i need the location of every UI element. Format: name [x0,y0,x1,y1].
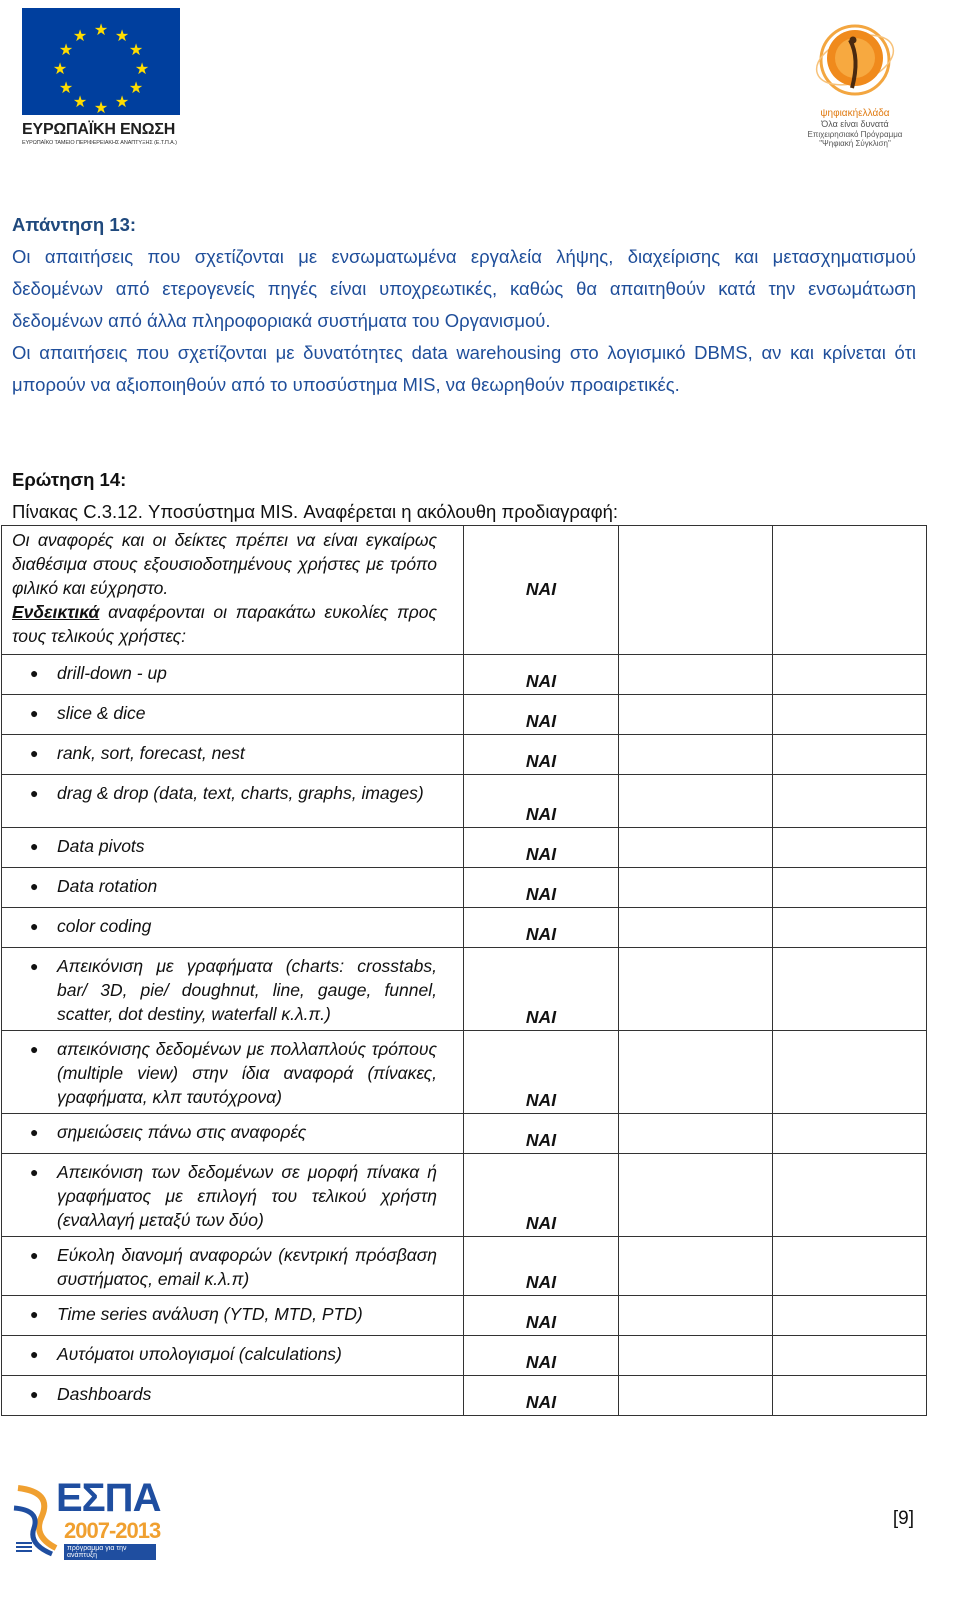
table-empty-cell [619,948,773,1031]
table-row [2,948,927,1031]
table-empty-cell [773,695,927,735]
list-item-text: drag & drop (data, text, charts, graphs, images) [57,783,424,803]
table-row [2,775,927,828]
list-item [2,655,463,689]
table-answer-cell: ΝΑΙ [464,1237,619,1296]
table-empty-cell [619,1296,773,1336]
table-answer-cell: ΝΑΙ [464,908,619,948]
list-item-text: rank, sort, forecast, nest [57,743,245,763]
table-empty-cell [619,695,773,735]
question-14-section [12,464,916,528]
table-row [2,1031,927,1114]
table-item-cell [2,1376,464,1416]
table-description-text: Οι αναφορές και οι δείκτες πρέπει να είναι εγκαίρως διαθέσιμα στους εξουσιοδοτημένους χρήστες με τρόπο φιλικό και εύχρηστο. [12,530,437,598]
table-empty-cell [619,1154,773,1237]
table-empty-cell [619,1376,773,1416]
table-empty-cell [619,828,773,868]
table-empty-cell [619,868,773,908]
list-item-text: drill-down - up [57,663,167,683]
list-item [2,695,463,729]
table-item-cell [2,1031,464,1114]
digital-greece-logo [790,18,920,148]
table-item-cell [2,868,464,908]
table-empty-cell [619,526,773,655]
table-empty-cell [619,735,773,775]
table-row [2,1376,927,1416]
bullet-icon: ● [30,878,39,894]
bullet-icon: ● [30,705,39,721]
table-empty-cell [619,1237,773,1296]
table-answer-cell: ΝΑΙ [464,775,619,828]
table-empty-cell [773,526,927,655]
table-empty-cell [773,1376,927,1416]
table-row [2,655,927,695]
list-item [2,1154,463,1236]
table-description-text-2: αναφέρονται οι παρακάτω ευκολίες προς τους τελικούς χρήστες: [12,602,437,646]
list-item-text: Απεικόνιση με γραφήματα (charts: crosstabs, bar/ 3D, pie/ doughnut, line, gauge, funnel, scatter, dot destiny, waterfall κ.λ.π.) [57,956,437,1024]
list-item [2,1237,463,1295]
list-item-text: Time series ανάλυση (YTD, MTD, PTD) [57,1304,363,1324]
digital-greece-program-line-2: "Ψηφιακή Σύγκλιση" [819,139,891,148]
question-14-intro: Πίνακας C.3.12. Υποσύστημα MIS. Αναφέρεται η ακόλουθη προδιαγραφή: [12,501,619,522]
table-row [2,1237,927,1296]
digital-greece-emblem-icon [810,18,900,108]
list-item-text: σημειώσεις πάνω στις αναφορές [57,1122,307,1142]
table-item-cell [2,775,464,828]
answer-13-title: Απάντηση 13: [12,214,137,235]
table-answer-cell: ΝΑΙ [464,1296,619,1336]
table-description-cell [2,526,464,655]
table-empty-cell [773,948,927,1031]
table-empty-cell [619,1114,773,1154]
table-answer-cell: ΝΑΙ [464,948,619,1031]
question-14-title: Ερώτηση 14: [12,469,127,490]
table-empty-cell [773,828,927,868]
table-item-cell [2,1336,464,1376]
bullet-icon: ● [30,1041,39,1057]
table-item-cell [2,1114,464,1154]
table-answer-cell: ΝΑΙ [464,526,619,655]
table-answer-cell: ΝΑΙ [464,1336,619,1376]
answer-13-paragraph-1: Οι απαιτήσεις που σχετίζονται με ενσωματωμένα εργαλεία λήψης, διαχείρισης και μετασχηματισμού δεδομένων από ετερογενείς πηγές είναι υποχρεωτικές, καθώς θα απαιτηθούν κατά την ενσωμάτωση δεδομένων από άλλα πληροφοριακά συστήματα του Οργανισμού. [12,246,916,331]
digital-greece-program-line-1: Επιχειρησιακό Πρόγραμμα [807,130,903,139]
list-item [2,948,463,1030]
table-answer-cell: ΝΑΙ [464,828,619,868]
espa-swirl-icon [12,1478,60,1558]
table-item-cell [2,735,464,775]
bullet-icon: ● [30,1247,39,1263]
table-row [2,1296,927,1336]
table-row [2,1114,927,1154]
table-empty-cell [773,1336,927,1376]
list-item-text: Εύκολη διανομή αναφορών (κεντρική πρόσβαση συστήματος, email κ.λ.π) [57,1245,437,1289]
table-description-underlined: Ενδεικτικά [12,602,100,622]
table-item-cell [2,1237,464,1296]
table-empty-cell [619,655,773,695]
espa-years: 2007-2013 [64,1518,161,1543]
table-answer-cell: ΝΑΙ [464,1154,619,1237]
bullet-icon: ● [30,1124,39,1140]
table-answer-cell: ΝΑΙ [464,695,619,735]
bullet-icon: ● [30,1164,39,1180]
table-answer-cell: ΝΑΙ [464,1114,619,1154]
table-row [2,1336,927,1376]
table-item-cell [2,1154,464,1237]
bullet-icon: ● [30,918,39,934]
list-item-text: Αυτόματοι υπολογισμοί (calculations) [57,1344,342,1364]
table-answer-cell: ΝΑΙ [464,655,619,695]
eu-logo [22,8,182,146]
table-empty-cell [773,775,927,828]
table-empty-cell [773,655,927,695]
table-item-cell [2,948,464,1031]
list-item [2,1376,463,1410]
table-empty-cell [773,1296,927,1336]
espa-slogan: πρόγραμμα για την ανάπτυξη [64,1544,156,1560]
table-row [2,695,927,735]
table-answer-cell: ΝΑΙ [464,868,619,908]
list-item-text: Data pivots [57,836,145,856]
bullet-icon: ● [30,1306,39,1322]
table-empty-cell [619,908,773,948]
list-item [2,908,463,942]
answer-13-section [12,209,916,401]
espa-name: ΕΣΠΑ [56,1476,161,1520]
answer-13-paragraph-2: Οι απαιτήσεις που σχετίζονται με δυνατότητες data warehousing στο λογισμικό DBMS, αν και κρίνεται ότι μπορούν να αξιοποιηθούν από το υποσύστημα MIS, να θεωρηθούν προαιρετικές. [12,342,916,395]
table-row [2,828,927,868]
table-empty-cell [619,775,773,828]
list-item [2,1031,463,1113]
table-row [2,868,927,908]
list-item [2,868,463,902]
table-item-cell [2,655,464,695]
page-number: [9] [892,1508,914,1529]
eu-subtitle: ΕΥΡΩΠΑΪΚΟ ΤΑΜΕΙΟ ΠΕΡΙΦΕΡΕΙΑΚΗΣ ΑΝΑΠΤΥΞΗΣ (Ε.Τ.Π.Α.) [22,140,177,146]
table-empty-cell [773,1237,927,1296]
table-answer-cell: ΝΑΙ [464,735,619,775]
bullet-icon: ● [30,665,39,681]
list-item-text: Data rotation [57,876,158,896]
list-item-text: color coding [57,916,152,936]
list-item-text: απεικόνισης δεδομένων με πολλαπλούς τρόπους (multiple view) στην ίδια αναφορά (πίνακες, γραφήματα, κλπ ταυτόχρονα) [57,1039,437,1107]
list-item [2,1296,463,1330]
list-item [2,735,463,769]
bullet-icon: ● [30,1386,39,1402]
digital-greece-brand: ψηφιακήελλάδα [820,108,890,119]
bullet-icon: ● [30,745,39,761]
eu-name: ΕΥΡΩΠΑΪΚΗ ΕΝΩΣΗ [22,121,176,138]
table-item-cell [2,695,464,735]
list-item-text: slice & dice [57,703,146,723]
list-item [2,1336,463,1370]
table-empty-cell [773,1031,927,1114]
spec-table [1,525,927,1416]
eu-flag-icon: ★ ★ ★ ★ ★ ★ ★ ★ ★ ★ ★ ★ [22,8,180,115]
table-empty-cell [773,1114,927,1154]
list-item [2,775,463,809]
table-empty-cell [619,1336,773,1376]
table-empty-cell [773,908,927,948]
digital-greece-slogan: Όλα είναι δυνατά [821,119,889,129]
table-description [2,526,463,654]
list-item-text: Απεικόνιση των δεδομένων σε μορφή πίνακα ή γραφήματος με επιλογή του τελικού χρήστη (εναλλαγή μεταξύ των δύο) [57,1162,437,1230]
bullet-icon: ● [30,958,39,974]
table-empty-cell [773,868,927,908]
table-answer-cell: ΝΑΙ [464,1376,619,1416]
table-row [2,908,927,948]
bullet-icon: ● [30,785,39,801]
table-row [2,526,927,655]
list-item [2,828,463,862]
table-row [2,1154,927,1237]
espa-logo [12,1478,162,1560]
table-empty-cell [619,1031,773,1114]
table-item-cell [2,828,464,868]
table-answer-cell: ΝΑΙ [464,1031,619,1114]
table-item-cell [2,908,464,948]
bullet-icon: ● [30,1346,39,1362]
bullet-icon: ● [30,838,39,854]
table-empty-cell [773,1154,927,1237]
list-item [2,1114,463,1148]
table-row [2,735,927,775]
table-empty-cell [773,735,927,775]
list-item-text: Dashboards [57,1384,152,1404]
table-item-cell [2,1296,464,1336]
